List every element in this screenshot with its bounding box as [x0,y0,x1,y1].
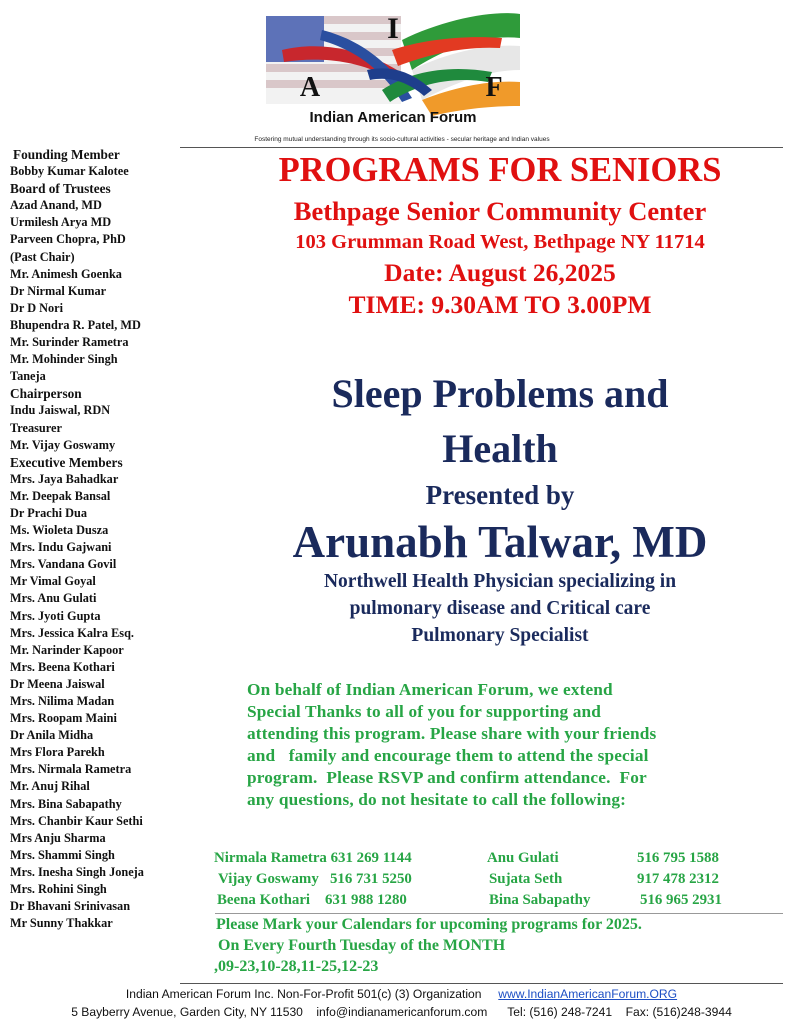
roster-member: Mr. Animesh Goenka [10,266,122,281]
roster-member: Taneja [10,369,46,384]
roster-member: Mr. Vijay Goswamy [10,437,116,452]
roster-member: Dr Meena Jaiswal [10,676,105,691]
roster-member: Ms. Wioleta Dusza [10,523,109,538]
roster-member: Mrs. Nilima Madan [10,694,115,708]
speaker-name: Arunabh Talwar, MD [292,517,708,567]
venue-name: Bethpage Senior Community Center [293,196,707,226]
roster-section-heading: Founding Member [13,147,120,162]
roster-section-heading: Chairperson [10,386,82,402]
roster-member: Mr Sunny Thakkar [10,916,113,931]
roster-member: Mrs. Jyoti Gupta [10,608,101,623]
roster-member: (Past Chair) [10,249,75,264]
roster-member: Mrs. Shammi Singh [10,847,115,862]
roster-member: Mr Vimal Goyal [10,574,96,589]
roster-member: Treasurer [10,420,62,435]
calendar-note-line1: Please Mark your Calendars for upcoming programs for 2025. [216,916,642,933]
footer-address: 5 Bayberry Avenue, Garden City, NY 11530 [71,1005,303,1019]
contact-phone: 516 795 1588 [637,850,719,866]
roster-section-heading: Board of Trustees [10,181,111,197]
roster-member: Mrs. Indu Gajwani [10,540,112,555]
talk-title-line2: Health [442,426,558,471]
speaker-desc-line1: Northwell Health Physician specializing in [323,571,677,592]
contact-phone: 516 965 2931 [640,892,722,908]
roster-member: Mrs Anju Sharma [10,830,106,845]
thanks-line: On behalf of Indian American Forum, we extend [247,680,613,699]
calendar-note-line2: On Every Fourth Tuesday of the MONTH [218,937,506,954]
thanks-line: any questions, do not hesitate to call the following: [247,790,627,809]
talk-title-line1: Sleep Problems and [331,371,669,416]
calendar-dates: ,09-23,10-28,11-25,12-23 [214,958,379,975]
speaker-desc-line3: Pulmonary Specialist [411,625,589,646]
program-title: PROGRAMS FOR SENIORS [278,151,722,189]
roster-member: Dr D Nori [10,300,64,315]
roster-member: Bobby Kumar Kalotee [10,164,129,179]
roster-member: Bhupendra R. Patel, MD [10,317,141,332]
roster-section-heading: Executive Members [10,454,123,470]
roster-member: Urmilesh Arya MD [10,215,112,230]
roster-member: Mrs. Jessica Kalra Esq. [10,625,134,640]
roster-member: Dr Prachi Dua [10,505,87,520]
footer-tel: Tel: (516) 248-7241 [507,1005,613,1019]
footer-email: info@indianamericanforum.com [316,1005,488,1019]
roster-member: Mr. Mohinder Singh [10,352,118,367]
footer-divider [180,983,783,984]
thanks-line: program. Please RSVP and confirm attendance. For [247,768,647,787]
roster-member: Mrs. Anu Gulati [10,591,97,606]
tagline: Fostering mutual understanding through its socio-cultural activities - secular heritage and Indian values [254,136,550,143]
footer-org: Indian American Forum Inc. Non-For-Profit 501(c) (3) Organization [125,987,482,1001]
roster-member: Mrs. Roopam Maini [10,711,117,726]
thanks-line: and family and encourage them to attend the special [247,746,649,765]
roster-member: Dr Nirmal Kumar [10,283,107,298]
website-link[interactable]: www.IndianAmericanForum.ORG [498,987,678,1001]
logo-org-name: Indian American Forum [309,109,477,126]
event-time: TIME: 9.30AM TO 3.00PM [348,290,652,319]
roster-member: Mrs. Inesha Singh Joneja [10,864,144,879]
venue-address: 103 Grumman Road West, Bethpage NY 11714 [295,231,705,253]
contact-phone: 917 478 2312 [637,871,719,887]
contact-name: Bina Sabapathy [489,892,591,908]
roster-member: Indu Jaiswal, RDN [10,403,111,418]
roster-member: Dr Bhavani Srinivasan [10,899,131,914]
speaker-desc-line2: pulmonary disease and Critical care [349,598,651,619]
thanks-paragraph [247,679,767,811]
roster-member: Mrs. Beena Kothari [10,659,115,674]
board-roster [10,146,182,932]
roster-member: Mrs. Rohini Singh [10,882,107,897]
contact-name-phone: Beena Kothari 631 988 1280 [217,892,407,908]
roster-member: Mrs. Bina Sabapathy [10,796,122,811]
roster-member: Mrs. Chanbir Kaur Sethi [10,813,143,828]
header-divider [180,147,783,148]
roster-member: Mr. Surinder Rametra [10,335,129,350]
roster-member: Mr. Narinder Kapoor [10,642,124,657]
contact-name-phone: Vijay Goswamy 516 731 5250 [218,871,412,887]
footer-line2 [0,1005,803,1019]
roster-member: Mrs Flora Parekh [10,745,105,760]
thanks-line: Special Thanks to all of you for supporting and [247,702,602,721]
roster-member: Mrs. Vandana Govil [10,557,117,572]
contact-name-phone: Nirmala Rametra 631 269 1144 [214,850,412,866]
logo-letter-i: I [387,12,399,45]
logo-letter-a: A [299,72,321,103]
footer-line1 [0,987,803,1001]
contact-name: Sujata Seth [489,871,563,887]
thanks-line: attending this program. Please share with your friends [247,724,657,743]
roster-member: Dr Anila Midha [10,728,94,743]
roster-member: Parveen Chopra, PhD [10,232,126,247]
presented-by: Presented by [425,480,575,510]
roster-member: Mr. Deepak Bansal [10,488,111,503]
logo-letter-f: F [485,72,503,103]
contact-name: Anu Gulati [487,850,559,866]
roster-member: Mrs. Jaya Bahadkar [10,471,119,486]
event-date: Date: August 26,2025 [384,258,616,287]
roster-member: Mr. Anuj Rihal [10,779,90,794]
roster-member: Mrs. Nirmala Rametra [10,762,132,777]
footer-fax: Fax: (516)248-3944 [625,1005,732,1019]
iaf-logo [262,10,524,128]
roster-member: Azad Anand, MD [10,198,102,213]
